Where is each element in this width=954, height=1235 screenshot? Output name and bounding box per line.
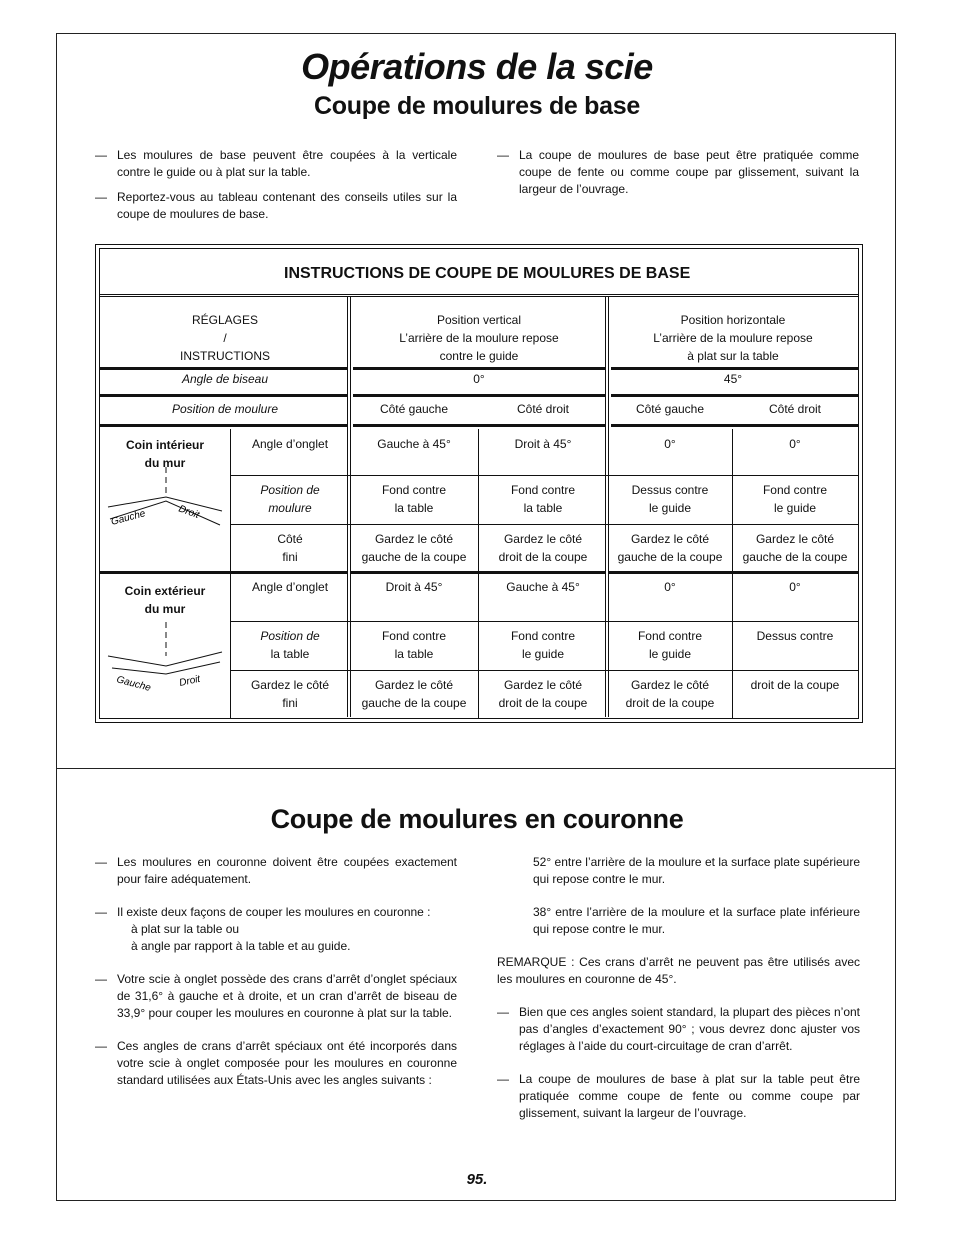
bevel-label: Angle de biseau: [181, 372, 269, 386]
table-cell: 0°: [664, 437, 676, 451]
thick-rule: [611, 424, 858, 427]
crown-bullet: — La coupe de moulures de base à plat sur la table peut être pratiquée comme coupe de fente ou comme coupe par glissement, suivant la largeur de l’ouvrage.: [497, 1072, 860, 1120]
intro-bullet: — Reportez-vous au tableau contenant des conseils utiles sur la coupe de moulures de base.: [95, 190, 457, 221]
thick-rule: [100, 424, 347, 427]
thick-rule: [353, 394, 605, 397]
row-label: Angle d’onglet: [251, 437, 329, 451]
svg-text:Gauche: Gauche: [109, 508, 147, 528]
table-cell: 0°: [664, 580, 676, 594]
row-rule: [230, 670, 858, 671]
crown-paragraph: REMARQUE : Ces crans d’arrêt ne peuvent pas être utilisés avec les moulures en couronne de 45°.: [497, 955, 860, 986]
table-cell: 0°: [789, 437, 801, 451]
table-cell: Dessus contre le guide: [631, 483, 709, 515]
intro-bullet: — Les moulures de base peuvent être coupées à la verticale contre le guide ou à plat sur la table.: [95, 148, 457, 179]
header-settings: RÉGLAGES / INSTRUCTIONS: [180, 313, 270, 363]
table-cell: Gardez le côté droit de la coupe: [625, 678, 715, 710]
row-label: Position de la table: [260, 629, 320, 661]
crown-right-column: [497, 854, 860, 1122]
crown-bullet: — Ces angles de crans d’arrêt spéciaux ont été incorporés dans votre scie à onglet composée pour les moulures en couronne standard utilisées aux États-Unis avec les angles suivants :: [95, 1039, 457, 1087]
table-cell: droit de la coupe: [750, 678, 840, 692]
right-side-horizontal: Côté droit: [768, 402, 822, 416]
row-label: Gardez le côté fini: [250, 678, 330, 710]
row-label: Position de moulure: [260, 483, 320, 515]
inside-corner-label: Coin intérieur du mur: [125, 438, 204, 470]
spacer: [497, 938, 860, 954]
row-rule: [230, 524, 858, 525]
table-cell: Gardez le côté droit de la coupe: [498, 678, 588, 710]
table-cell: Gauche à 45°: [377, 437, 451, 451]
spacer: [497, 888, 860, 904]
thick-rule: [353, 424, 605, 427]
table-cell: Gauche à 45°: [506, 580, 580, 594]
table-cell: Gardez le côté gauche de la coupe: [361, 678, 467, 710]
crown-left-column: [95, 854, 457, 1089]
group-rule: [350, 571, 605, 574]
outside-corner-diagram: [104, 622, 226, 702]
group-rule: [100, 571, 347, 574]
spacer: [95, 888, 457, 904]
table-cell: Gardez le côté gauche de la coupe: [742, 532, 848, 564]
table-cell: Fond contre le guide: [762, 483, 828, 515]
row-label: Angle d’onglet: [251, 580, 329, 594]
crown-indent-text: à plat sur la table ou: [131, 922, 240, 936]
section-divider: [56, 768, 896, 769]
bevel-vertical: 0°: [473, 372, 485, 386]
spacer: [497, 1055, 860, 1071]
crown-bullet: — Votre scie à onglet possède des crans d’arrêt d’onglet spéciaux de 31,6° à gauche et à droite, et un cran d’arrêt de biseau de 33,9° pour couper les moulures en couronne à plat sur la table.: [95, 972, 457, 1020]
table-cell: 0°: [789, 580, 801, 594]
position-label: Position de moulure: [171, 402, 279, 416]
bevel-horizontal: 45°: [723, 372, 743, 386]
crown-bullet: — Bien que ces angles soient standard, la plupart des pièces n’ont pas d’angles d’exactement 90° ; vous devrez donc ajuster vos réglages à l’aide du court-circuitage de cran d’arrêt.: [497, 1005, 860, 1053]
spacer: [497, 988, 860, 1004]
row-rule: [230, 475, 858, 476]
table-cell: Gardez le côté droit de la coupe: [498, 532, 588, 564]
table-cell: Droit à 45°: [385, 580, 443, 594]
crown-indent-text: à angle par rapport à la table et au guide.: [131, 939, 351, 953]
intro-right-column: [497, 147, 859, 198]
crown-indent-text: 38° entre l’arrière de la moulure et la surface plate inférieure qui repose contre le mur.: [533, 905, 860, 936]
header-vertical: Position vertical L’arrière de la moulure repose contre le guide: [399, 313, 559, 363]
table-cell: Fond contre la table: [510, 483, 576, 515]
left-side-horizontal: Côté gauche: [635, 402, 705, 416]
intro-bullet: — La coupe de moulures de base peut être pratiquée comme coupe de fente ou comme coupe par glissement, suivant la largeur de l’ouvrage.: [497, 148, 859, 196]
thick-rule: [100, 394, 347, 397]
section-subtitle: Coupe de moulures de base: [314, 92, 640, 120]
table-cell: Droit à 45°: [514, 437, 572, 451]
svg-text:Gauche: Gauche: [115, 674, 152, 694]
table-cell: Dessus contre: [756, 629, 834, 643]
outside-corner-label: Coin extérieur du mur: [124, 584, 206, 616]
row-label: Côté fini: [277, 532, 303, 564]
spacer: [95, 1022, 457, 1038]
table-cell: Fond contre la table: [381, 483, 447, 515]
section2-title: Coupe de moulures en couronne: [270, 804, 684, 834]
table-title: INSTRUCTIONS DE COUPE DE MOULURES DE BASE: [100, 249, 858, 297]
group-rule: [608, 571, 858, 574]
thick-rule: [611, 394, 858, 397]
table-cell: Fond contre la table: [381, 629, 447, 661]
header-horizontal: Position horizontale L’arrière de la moulure repose à plat sur la table: [653, 313, 813, 363]
row-rule: [230, 621, 858, 622]
instructions-table: [95, 244, 863, 723]
table-cell: Gardez le côté gauche de la coupe: [361, 532, 467, 564]
inside-corner-diagram: [104, 467, 226, 547]
crown-bullet: — Les moulures en couronne doivent être coupées exactement pour faire adéquatement.: [95, 855, 457, 886]
crown-indent-text: 52° entre l’arrière de la moulure et la surface plate supérieure qui repose contre le mur.: [533, 855, 860, 886]
page-number: 95.: [466, 1171, 488, 1188]
left-side-vertical: Côté gauche: [379, 402, 449, 416]
table-cell: Gardez le côté gauche de la coupe: [617, 532, 723, 564]
intro-left-column: [95, 147, 457, 223]
right-side-vertical: Côté droit: [516, 402, 570, 416]
table-cell: Fond contre le guide: [510, 629, 576, 661]
page-title: Opérations de la scie: [301, 46, 653, 87]
svg-text:Droit: Droit: [178, 673, 202, 689]
spacer: [95, 955, 457, 971]
table-cell: Fond contre le guide: [637, 629, 703, 661]
crown-bullet: — Il existe deux façons de couper les moulures en couronne :: [95, 905, 431, 919]
svg-text:Droit: Droit: [176, 503, 201, 522]
